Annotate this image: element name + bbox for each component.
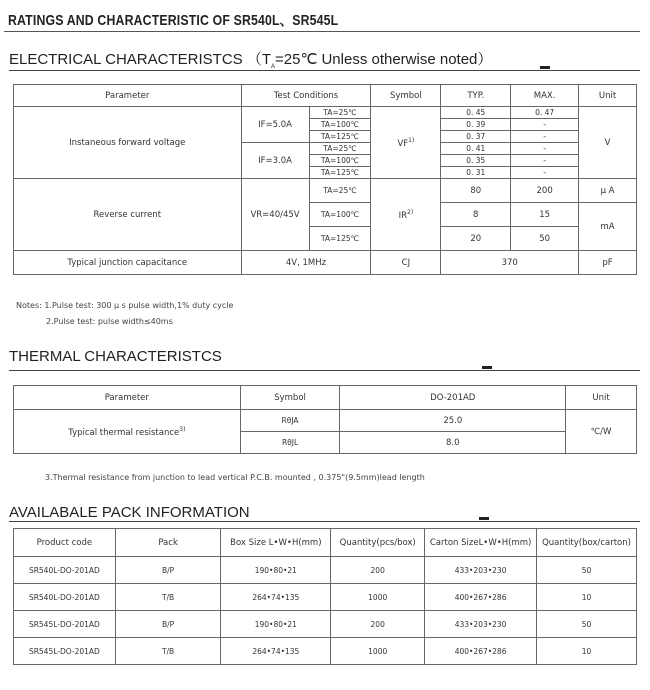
pack-cell: SR545L-DO-201AD — [14, 638, 116, 665]
header-parameter: Parameter — [14, 85, 242, 107]
forward-max: - — [511, 119, 579, 131]
reverse-symbol — [371, 179, 441, 251]
reverse-symbol-text: IR — [398, 210, 407, 221]
forward-temp: TA=25℃ — [309, 107, 371, 119]
capacitance-value: 370 — [441, 251, 579, 275]
electrical-header-row — [14, 85, 637, 107]
note-2: 2.Pulse test: pulse width≤40ms — [46, 317, 173, 326]
forward-temp: TA=25℃ — [309, 143, 371, 155]
thermal-underline — [9, 370, 640, 371]
thermal-value: 25.0 — [340, 410, 566, 432]
pack-cell: 200 — [331, 557, 425, 584]
thermal-note: 3.Thermal resistance from junction to lead vertical P.C.B. mounted , 0.375"(9.5mm)lead length — [45, 473, 425, 482]
forward-param: Instaneous forward voltage — [14, 107, 242, 179]
reverse-typ: 80 — [441, 179, 511, 203]
electrical-heading-main: ELECTRICAL CHARACTERISTCS — [9, 51, 243, 68]
forward-cond2: IF=3.0A — [241, 143, 309, 179]
pack-cell: SR540L-DO-201AD — [14, 584, 116, 611]
thermal-value: 8.0 — [340, 432, 566, 454]
capacitance-param: Typical junction capacitance — [14, 251, 242, 275]
pack-cell: 1000 — [331, 584, 425, 611]
section-marker — [482, 366, 492, 369]
table-row — [14, 638, 637, 665]
pack-cell: SR545L-DO-201AD — [14, 611, 116, 638]
pack-header: Pack — [115, 529, 221, 557]
forward-typ: 0. 45 — [441, 107, 511, 119]
pack-table — [13, 528, 637, 665]
thermal-table — [13, 385, 637, 454]
reverse-max: 50 — [511, 227, 579, 251]
title-underline — [4, 31, 640, 32]
pack-underline — [9, 521, 640, 522]
reverse-max: 200 — [511, 179, 579, 203]
page-title: RATINGS AND CHARACTERISTIC OF SR540L、SR545L — [8, 12, 339, 29]
pack-cell: B/P — [115, 557, 221, 584]
forward-symbol-text: VF — [397, 138, 409, 149]
thermal-unit: ℃/W — [566, 410, 637, 454]
pack-heading: AVAILABALE PACK INFORMATION — [9, 504, 250, 521]
pack-cell: 400•267•286 — [425, 638, 537, 665]
pack-cell: T/B — [115, 638, 221, 665]
forward-max: - — [511, 143, 579, 155]
pack-cell: T/B — [115, 584, 221, 611]
pack-cell: 1000 — [331, 638, 425, 665]
pack-cell: 10 — [537, 638, 637, 665]
forward-temp: TA=100℃ — [309, 119, 371, 131]
forward-unit: V — [579, 107, 637, 179]
reverse-max: 15 — [511, 203, 579, 227]
reverse-unit1: μ A — [579, 179, 637, 203]
capacitance-cond: 4V, 1MHz — [241, 251, 371, 275]
electrical-heading-cond-sub: A — [271, 64, 276, 70]
forward-symbol — [371, 107, 441, 179]
forward-max: - — [511, 131, 579, 143]
thermal-heading: THERMAL CHARACTERISTCS — [9, 348, 222, 365]
section-marker — [540, 66, 550, 69]
forward-typ: 0. 31 — [441, 167, 511, 179]
pack-header: Product code — [14, 529, 116, 557]
forward-max: - — [511, 155, 579, 167]
forward-temp: TA=100℃ — [309, 155, 371, 167]
reverse-temp: TA=100℃ — [309, 203, 371, 227]
thermal-header-parameter: Parameter — [14, 386, 241, 410]
reverse-param: Reverse current — [14, 179, 242, 251]
pack-cell: 200 — [331, 611, 425, 638]
forward-temp: TA=125℃ — [309, 167, 371, 179]
pack-cell: 400•267•286 — [425, 584, 537, 611]
header-test-conditions: Test Conditions — [241, 85, 371, 107]
reverse-typ: 8 — [441, 203, 511, 227]
header-symbol: Symbol — [371, 85, 441, 107]
reverse-cond: VR=40/45V — [241, 179, 309, 251]
thermal-symbol: RθJA — [240, 410, 340, 432]
table-row — [14, 584, 637, 611]
forward-max: - — [511, 167, 579, 179]
electrical-table — [13, 84, 637, 275]
header-typ: TYP. — [441, 85, 511, 107]
capacitance-unit: pF — [579, 251, 637, 275]
forward-symbol-note: 1) — [408, 136, 415, 144]
thermal-header-symbol: Symbol — [240, 386, 340, 410]
forward-typ: 0. 37 — [441, 131, 511, 143]
pack-cell: 190•80•21 — [221, 557, 331, 584]
electrical-heading-cond-rest: =25℃ Unless otherwise noted） — [275, 51, 493, 68]
pack-header: Quantity(box/carton) — [537, 529, 637, 557]
electrical-underline — [9, 70, 640, 71]
electrical-heading-cond: （T — [246, 51, 271, 68]
pack-cell: 10 — [537, 584, 637, 611]
thermal-param-note: 3) — [179, 425, 186, 433]
forward-max: 0. 47 — [511, 107, 579, 119]
thermal-symbol: RθJL — [240, 432, 340, 454]
forward-typ: 0. 35 — [441, 155, 511, 167]
pack-cell: 264•74•135 — [221, 584, 331, 611]
pack-cell: B/P — [115, 611, 221, 638]
forward-temp: TA=125℃ — [309, 131, 371, 143]
pack-cell: 50 — [537, 557, 637, 584]
header-max: MAX. — [511, 85, 579, 107]
reverse-temp: TA=125℃ — [309, 227, 371, 251]
reverse-temp: TA=25℃ — [309, 179, 371, 203]
thermal-header-unit: Unit — [566, 386, 637, 410]
reverse-symbol-note: 2) — [407, 208, 414, 216]
section-marker — [479, 517, 489, 520]
reverse-unit2: mA — [579, 203, 637, 251]
pack-cell: 50 — [537, 611, 637, 638]
header-unit: Unit — [579, 85, 637, 107]
pack-cell: 264•74•135 — [221, 638, 331, 665]
capacitance-symbol: CJ — [371, 251, 441, 275]
pack-header: Box Size L•W•H(mm) — [221, 529, 331, 557]
pack-cell: SR540L-DO-201AD — [14, 557, 116, 584]
table-row — [14, 611, 637, 638]
forward-cond1: IF=5.0A — [241, 107, 309, 143]
pack-header: Carton SizeL•W•H(mm) — [425, 529, 537, 557]
thermal-header-package: DO-201AD — [340, 386, 566, 410]
thermal-param — [14, 410, 241, 454]
forward-typ: 0. 41 — [441, 143, 511, 155]
pack-cell: 433•203•230 — [425, 611, 537, 638]
note-1: Notes: 1.Pulse test: 300 μ s pulse width,1% duty cycle — [16, 301, 234, 310]
pack-cell: 433•203•230 — [425, 557, 537, 584]
pack-cell: 190•80•21 — [221, 611, 331, 638]
pack-header: Quantity(pcs/box) — [331, 529, 425, 557]
reverse-typ: 20 — [441, 227, 511, 251]
forward-typ: 0. 39 — [441, 119, 511, 131]
electrical-heading — [9, 48, 492, 70]
thermal-param-text: Typical thermal resistance — [68, 427, 180, 438]
table-row — [14, 557, 637, 584]
